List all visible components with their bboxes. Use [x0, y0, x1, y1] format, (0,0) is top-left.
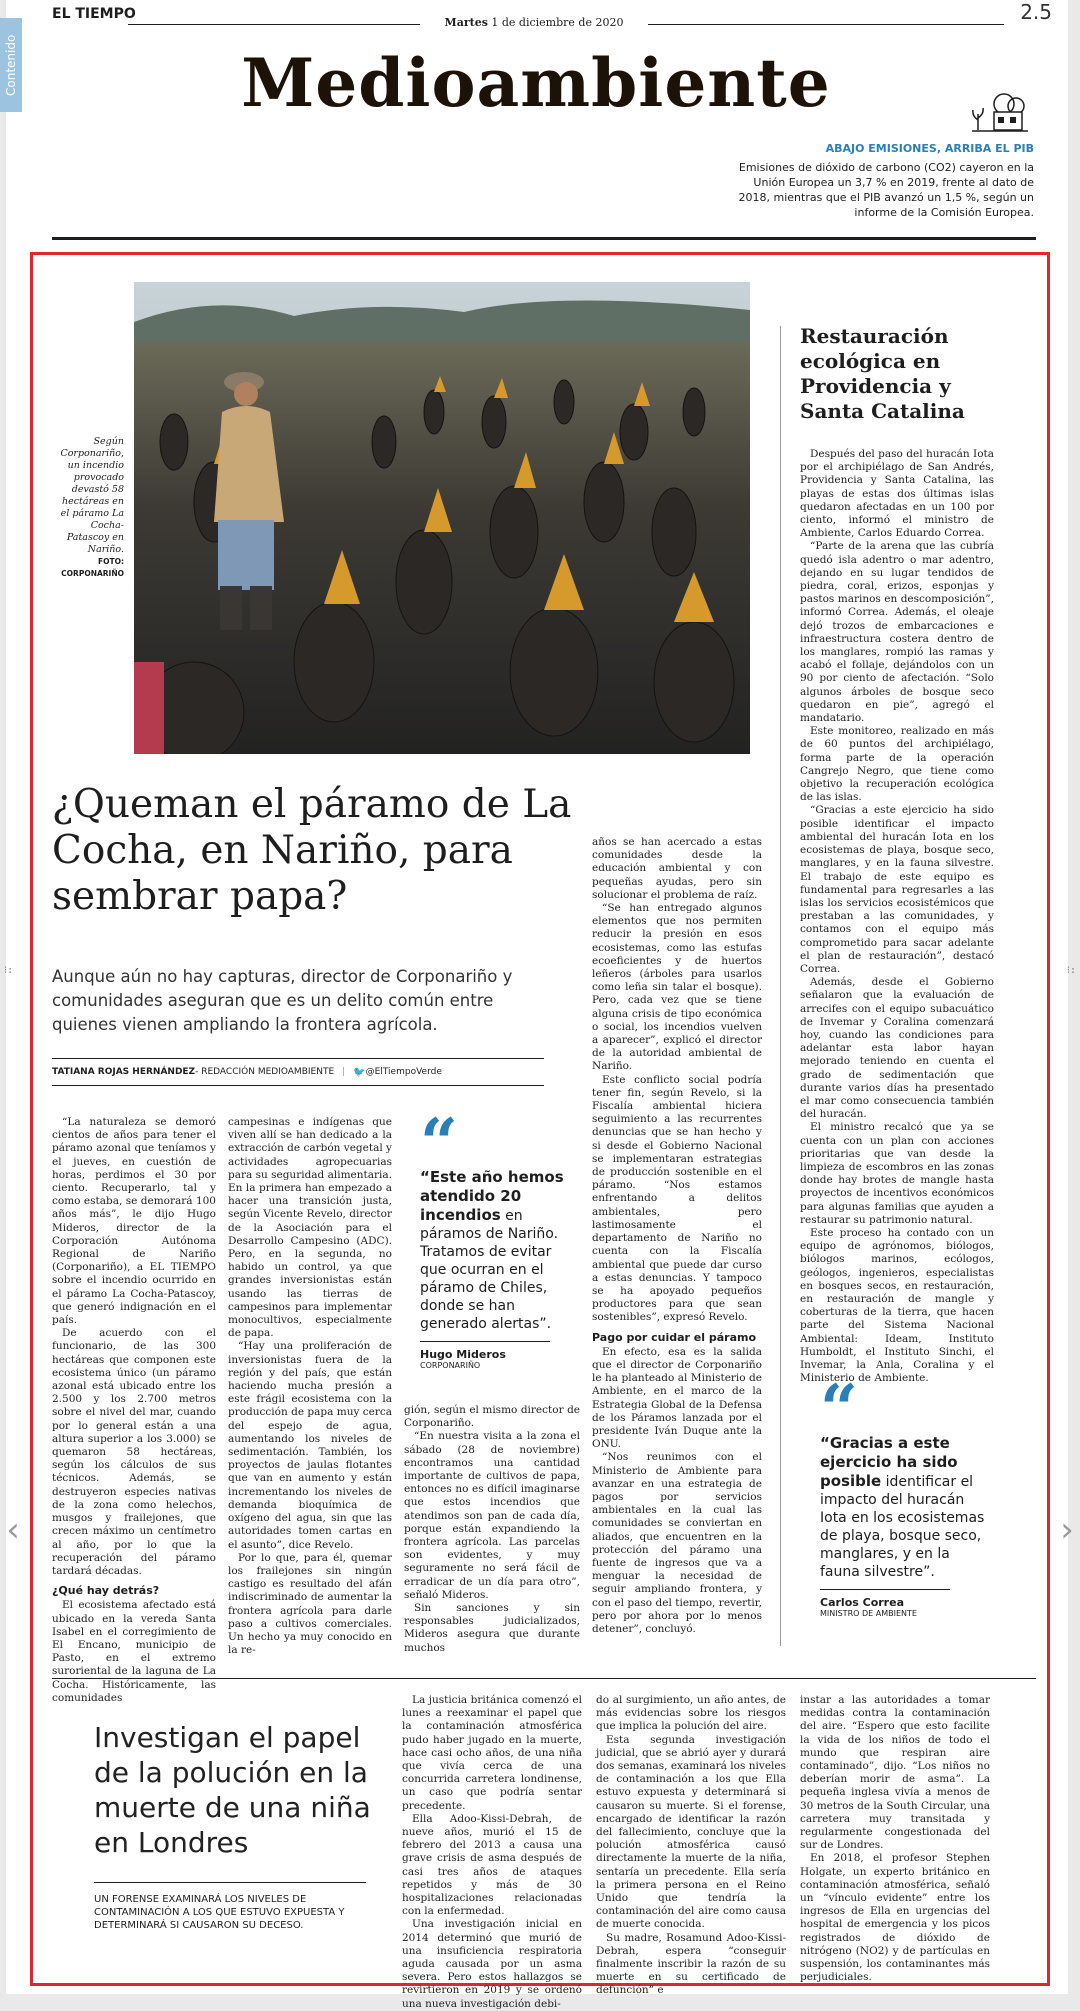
contenido-tab[interactable]: Contenido [0, 18, 22, 112]
photo-caption: Según Corponariño, un incendio provocado devastó 58 hectáreas en el páramo La Cocha-Patascoy en Nariño. FOTO: CORPONARIÑO [60, 436, 124, 578]
next-page-arrow-icon[interactable]: › [1060, 1510, 1074, 1550]
issue-date: Martes 1 de diciembre de 2020 [444, 16, 624, 29]
brief-kicker: ABAJO EMISIONES, ARRIBA EL PIB [825, 142, 1034, 155]
byline: TATIANA ROJAS HERNÁNDEZ - REDACCIÓN MEDIOAMBIENTE | 🐦 @ElTiempoVerde [52, 1058, 544, 1086]
sidebar-divider [780, 326, 781, 1646]
quote-mark-icon: “ [820, 1370, 858, 1448]
newspaper-page [6, 0, 1068, 2010]
bottom-column-3: instar a las autoridades a tomar medidas contra la contaminación del aire. “Espero que esto facilite la vida de los niños de todo el mundo que respiran aire contaminado”, dijo. “Los niños no deberían morir de asma”. La pequeña inglesa vivía a menos de 30 metros de la South Circular, una carretera muy transitada y regularmente congestionada del sur de Londres. En 2018, el profesor Stephen Holgate, un experto británico en contaminación atmosférica, señaló un “vínculo evidente” entre los ingresos de Ella en urgencias del hospital de emergencia y los picos registrados de dióxido de nitrógeno (NO2) y de partículas en suspensión, los contaminantes más perjudiciales. [800, 1694, 990, 1984]
eco-house-icon [970, 90, 1030, 134]
brief-text: Emisiones de dióxido de carbono (CO2) cayeron en la Unión Europea un 3,7 % en 2019, frente al dato de 2018, mientras que el PIB avanzó un 1,5 %, según un informe de la Comisión Europea. [738, 161, 1034, 219]
section-title: Medioambiente [241, 44, 831, 122]
bottom-column-1: La justicia británica comenzó el lunes a reexaminar el papel que la contaminación atmosférica pudo haber jugado en la muerte, hace casi ocho años, de una niña que vivía cerca de una concurrida carretera londinense, un caso que podría sentar precedente. Ella Adoo-Kissi-Debrah, de nueve años, murió el 15 de febrero del 2013 a causa una grave crisis de asma después de casi tres años de ataques repetidos y más de 30 hospitalizaciones relacionadas con la enfermedad. Una investigación inicial en 2014 determinó que murió de una insuficiencia respiratoria aguda causada por un asma severa. Pero estos hallazgos se revirtieron en 2019 y se ordenó una nueva investigación debi- [402, 1694, 582, 2010]
sidebar-headline: Restauración ecológica en Providencia y Santa Catalina [800, 324, 965, 423]
paramo-photo [134, 282, 750, 754]
left-edge-marker: ⁝: [4, 965, 14, 976]
prev-page-arrow-icon[interactable]: ‹ [6, 1510, 20, 1550]
main-column-3: gión, según el mismo director de Corponariño. “En nuestra visita a la zona el sábado (28 de noviembre) encontramos una cantidad importante de cultivos de papa, entonces no es difícil imaginarse que estos incendios que atendimos son pan de cada día, porque están expandiendo la frontera agrícola. Las parcelas son evidentes, y muy seguramente no será fácil de erradicar de un día para otro”, señaló Mideros. Sin sanciones y sin responsables judicializados, Mideros asegura que durante muchos [404, 1404, 580, 1654]
bottom-headline: Investigan el papel de la polución en la muerte de una niña en Londres [94, 1721, 371, 1859]
pull-quote-mideros: “ “Este año hemos atendido 20 incendios en páramos de Nariño. Tratamos de evitar que ocurran en el páramo de Chiles, donde se han generado alertas”. Hugo Mideros CORPONARIÑO [420, 1118, 580, 1370]
top-rule-left [128, 24, 420, 25]
quote-mark-icon: “ [420, 1104, 458, 1182]
brand-logo: EL TIEMPO [52, 6, 136, 22]
main-deck: Aunque aún no hay capturas, director de Corponariño y comunidades aseguran que es un delito común entre quienes vienen ampliando la frontera agrícola. [52, 967, 513, 1034]
sidebar-column: Después del paso del huracán Iota por el archipiélago de San Andrés, Providencia y Santa Catalina, las playas de estas dos últimas islas quedaron afectadas en un 100 por ciento, informó el ministro de Ambiente, Carlos Eduardo Correa. “Parte de la arena que las cubría quedó isla adentro o mar adentro, dejando en su lugar tendidos de piedra, coral, erizos, esponjas y pastos marinos en descomposición”, informó Correa. Además, el oleaje dejó trozos de embarcaciones e infraestructura costera dentro de los manglares, rompió las ramas y acabó el follaje, dejándolos con un 90 por ciento de afectación. “Solo algunos árboles de bosque seco quedaron en pie”, agregó el mandatario. Este monitoreo, realizado en más de 60 puntos del archipiélago, forma parte de la operación Cangrejo Negro, que tiene como objetivo la recuperación ecológica de las islas. “Gracias a este ejercicio ha sido posible identificar el impacto ambiental del huracán Iota en los ecosistemas de playa, bosque seco, manglares, y en la fauna silvestre. El trabajo de este equipo es fundamental para regresarles a las islas los servicios ecosistémicos que prestaban a las comunidades, y contamos con el equipo más comprometido para sacar adelante el plan de restauración”, destacó Correa. Además, desde el Gobierno señalaron que la evaluación de arrecifes con el equipo subacuático de Invemar y Coralina comenzará hoy, cuando las condiciones para adelantar esta labor hayan mejorado teniendo en cuenta el grado de sedimentación que durante varios días ha presentado el mar como consecuencia también del huracán. El ministro recalcó que ya se cuenta con un plan con acciones prioritarias que van desde la limpieza de escombros en las zonas donde hay brotes de mangle hasta proyectos de incentivos económicos para algunas familias que ayuden a restaurar su patrimonio natural. Este proceso ha contado con un equipo de agrónomos, biólogos, biólogos marinos, ecólogos, geólogos, ingenieros, especialistas en bosques secos, en restauración, en restauración de mangle y coberturas de la tierra, que hacen parte del Sistema Nacional Ambiental: Ideam, Instituto Humboldt, el Instituto Sinchi, el Invemar, la Anla, Coralina y el Ministerio de Ambiente. [800, 448, 994, 1385]
main-column-4: años se han acercado a estas comunidades desde la educación ambiental y con pequeñas ayudas, pero sin solucionar el problema de raíz. “Se han entregado algunos elementos que nos permiten reducir la presión en esos ecosistemas, como las estufas ecoeficientes y de huertos leñeros (árboles para usarlos como leña sin talar el bosque). Pero, cada vez que se tiene alguna crisis de tipo económica o social, los incendios vuelven a aparecer”, explicó el director de la autoridad ambiental de Nariño. Este conflicto social podría tener fin, según Revelo, si la Fiscalía ambiental hiciera seguimiento a las recurrentes denuncias que se han hecho y si desde el Gobierno Nacional se implementaran estrategias de producción sostenible en el páramo. “Nos estamos enfrentando a delitos ambientales, pero lastimosamente el departamento de Nariño no cuenta con la Fiscalía ambiental que puede dar curso a estas denuncias. Y tampoco se ha apoyado pequeños productores para que sean sostenibles”, expresó Revelo. Pago por cuidar el páramo En efecto, esa es la salida que el director de Corponariño le ha planteado al Ministerio de Ambiente, en el marco de la Estrategia Global de la Defensa de los Páramos lanzada por el presidente Iván Duque ante la ONU. “Nos reunimos con el Ministerio de Ambiente para avanzar en una estrategia de pagos por servicios ambientales en la cual las comunidades se conviertan en aliados, que encuentren en la protección del páramo una fuente de ingresos que va a menguar la necesidad de seguir ampliando frontera, y con el paso del tiempo, revertir, pero por ahora por lo menos detener”, concluyó. [592, 836, 762, 1635]
twitter-icon: 🐦 [353, 1066, 366, 1078]
twitter-handle[interactable]: @ElTiempoVerde [365, 1067, 442, 1077]
main-column-1: “La naturaleza se demoró cientos de años para tener el páramo azonal que teníamos y el jueves, en cuestión de horas, perdimos el 30 por ciento. Recuperarlo, tal y como estaba, se demorará 100 años más”, le dijo Hugo Mideros, director de la Corporación Autónoma Regional de Nariño (Corponariño), a EL TIEMPO sobre el incendio ocurrido en el páramo La Cocha-Patascoy, que generó indignación en el país. De acuerdo con el funcionario, de las 300 hectáreas que componen este ecosistema único (un páramo azonal está ubicado entre los 2.500 y los 2.700 metros sobre el nivel del mar, cuando por lo general están a una altura superior a los 3.000) se quemaron 58 hectáreas, según los cálculos de sus técnicos. Además, se destruyeron especies nativas de la zona como helechos, musgos y frailejones, que crecen máximo un centímetro al año, por lo que la recuperación del páramo tardará décadas. ¿Qué hay detrás? El ecosistema afectado está ubicado en la vereda Santa Isabel en el corregimiento de El Encano, municipio de Pasto, en el extremo suroriental de la laguna de La Cocha. Históricamente, las comunidades [52, 1116, 216, 1704]
main-column-2: campesinas e indígenas que viven allí se han dedicado a la extracción de carbón vegetal y actividades agropecuarias para su seguridad alimentaria. En la primera han empezado a hacer una transición justa, según Vicente Revelo, director de la Asociación para el Desarrollo Campesino (ADC). Pero, en la segunda, no habido un control, ya que grandes inversionistas están usando las tierras de campesinos para implementar monocultivos, especialmente de papa. “Hay una proliferación de inversionistas fuera de la región y del país, que están haciendo mucha presión a este frágil ecosistema con la producción de papa muy cerca del espejo de agua, aumentando los niveles de sedimentación. También, los proyectos de jaulas flotantes que van en aumento y están incrementando los niveles de demanda bioquímica de oxígeno del agua, sin que las autoridades tomen cartas en el asunto”, dice Revelo. Por lo que, para él, quemar los frailejones sin ningún castigo es resultado del afán indiscriminado de aumentar la frontera agrícola para darle paso a cultivos comerciales. Un hecho ya muy conocido en la re- [228, 1116, 392, 1657]
right-edge-marker: ⁝: [1066, 965, 1076, 976]
page-number: 2.5 [1020, 0, 1052, 24]
bottom-deck: UN FORENSE EXAMINARÁ LOS NIVELES DE CONTAMINACIÓN A LOS QUE ESTUVO EXPUESTA Y DETERMINARÁ SI CAUSARON SU DECESO. [94, 1882, 366, 1932]
header-rule [52, 237, 1036, 240]
pull-quote-correa: “ “Gracias a este ejercicio ha sido posible identificar el impacto del huracán Iota en los ecosistemas de playa, bosque seco, manglares, y en la fauna silvestre”. Carlos Correa MINISTRO DE AMBIENTE [820, 1384, 990, 1618]
main-headline: ¿Queman el páramo de La Cocha, en Nariño, para sembrar papa? [52, 782, 572, 919]
top-rule-right [648, 24, 1004, 25]
bottom-column-2: do al surgimiento, un año antes, de más evidencias sobre los riesgos que implica la polución del aire. Esta segunda investigación judicial, que se abrió ayer y durará dos semanas, examinará los niveles de contaminación a los que Ella estuvo expuesta y determinará si causaron su muerte. Si el forense, encargado de identificar la razón del fallecimiento, concluye que la polución atmosférica causó directamente la muerte de la niña, sentaría un precedente. Ella sería la primera persona en el Reino Unido que tendría la contaminación del aire como causa de muerte conocida. Su madre, Rosamund Adoo-Kissi-Debrah, espera “conseguir finalmente inscribir la razón de su muerte en su certificado de defunción” e [596, 1694, 786, 1997]
bottom-story-rule [52, 1678, 1036, 1679]
